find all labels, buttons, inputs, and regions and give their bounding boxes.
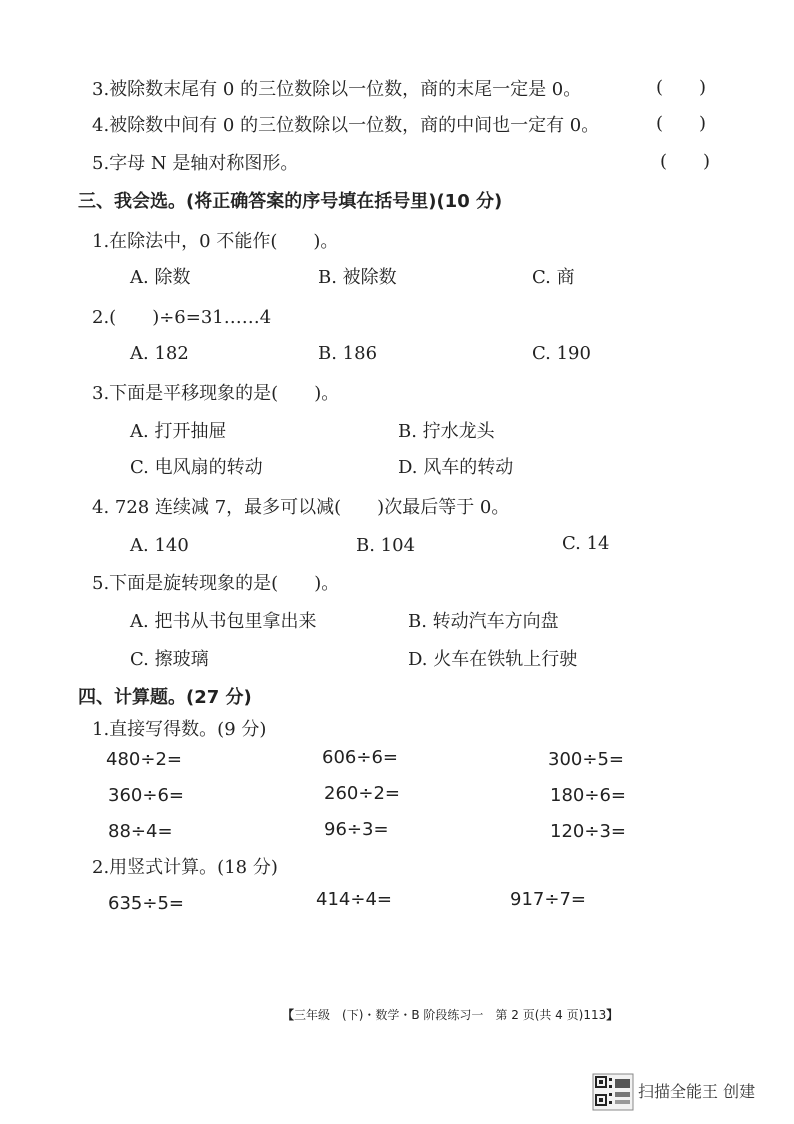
choice-q1-option-b[interactable]: B. 被除数 (318, 267, 397, 288)
vertical-calc-title: 2.用竖式计算。(18 分) (92, 857, 278, 878)
judge-item-3: 3.被除数末尾有 0 的三位数除以一位数，商的末尾一定是 0。 (92, 79, 582, 100)
choice-q2-option-c[interactable]: C. 190 (532, 343, 591, 364)
direct-calc-item[interactable]: 360÷6= (108, 785, 184, 806)
answer-paren-5[interactable]: ( ) (660, 151, 711, 172)
choice-q2-stem: 2.( )÷6=31……4 (92, 307, 272, 328)
section-3-title: 三、我会选。(将正确答案的序号填在括号里)(10 分) (78, 191, 503, 212)
vertical-calc-item[interactable]: 414÷4= (316, 889, 392, 910)
direct-calc-item[interactable]: 606÷6= (322, 747, 398, 768)
direct-calc-title: 1.直接写得数。(9 分) (92, 719, 267, 740)
choice-q3-option-c[interactable]: C. 电风扇的转动 (130, 457, 263, 478)
choice-q5-option-b[interactable]: B. 转动汽车方向盘 (408, 611, 559, 632)
choice-q3-option-d[interactable]: D. 风车的转动 (398, 457, 514, 478)
footer-bracket-close: 】 (606, 1008, 619, 1022)
footer-text: 三年级 (下)・数学・B 阶段练习一 第 2 页(共 4 页)113 (294, 1008, 607, 1022)
choice-q4-option-c[interactable]: C. 14 (562, 533, 610, 554)
direct-calc-item[interactable]: 120÷3= (550, 821, 626, 842)
direct-calc-item[interactable]: 260÷2= (324, 783, 400, 804)
direct-calc-item[interactable]: 480÷2= (106, 749, 182, 770)
choice-q3-option-b[interactable]: B. 拧水龙头 (398, 421, 495, 442)
direct-calc-item[interactable]: 88÷4= (108, 821, 173, 842)
choice-q4-option-b[interactable]: B. 104 (356, 535, 416, 556)
direct-calc-item[interactable]: 300÷5= (548, 749, 624, 770)
choice-q1-option-c[interactable]: C. 商 (532, 267, 575, 288)
judge-item-4: 4.被除数中间有 0 的三位数除以一位数，商的中间也一定有 0。 (92, 115, 600, 136)
direct-calc-item[interactable]: 180÷6= (550, 785, 626, 806)
choice-q4-option-a[interactable]: A. 140 (130, 535, 189, 556)
answer-paren-4[interactable]: ( ) (656, 113, 707, 134)
choice-q1-option-a[interactable]: A. 除数 (130, 267, 191, 288)
footer-bracket-open: 【 (282, 1008, 295, 1022)
choice-q2-option-b[interactable]: B. 186 (318, 343, 378, 364)
choice-q5-stem: 5.下面是旋转现象的是( )。 (92, 573, 340, 594)
choice-q3-option-a[interactable]: A. 打开抽屉 (130, 421, 227, 442)
choice-q4-stem: 4. 728 连续减 7，最多可以减( )次最后等于 0。 (92, 497, 510, 518)
choice-q3-stem: 3.下面是平移现象的是( )。 (92, 383, 340, 404)
choice-q5-option-c[interactable]: C. 擦玻璃 (130, 649, 209, 670)
qr-logo-icon (592, 1073, 634, 1111)
choice-q5-option-a[interactable]: A. 把书从书包里拿出来 (130, 611, 317, 632)
answer-paren-3[interactable]: ( ) (656, 77, 707, 98)
page-footer (282, 1007, 618, 1023)
choice-q1-stem: 1.在除法中，0 不能作( )。 (92, 231, 339, 252)
vertical-calc-item[interactable]: 917÷7= (510, 889, 586, 910)
vertical-calc-item[interactable]: 635÷5= (108, 893, 184, 914)
brand-watermark: 扫描全能王 创建 (638, 1082, 756, 1101)
direct-calc-item[interactable]: 96÷3= (324, 819, 389, 840)
section-4-title: 四、计算题。(27 分) (78, 687, 252, 708)
judge-item-5: 5.字母 N 是轴对称图形。 (92, 153, 299, 174)
choice-q5-option-d[interactable]: D. 火车在铁轨上行驶 (408, 649, 578, 670)
choice-q2-option-a[interactable]: A. 182 (130, 343, 189, 364)
